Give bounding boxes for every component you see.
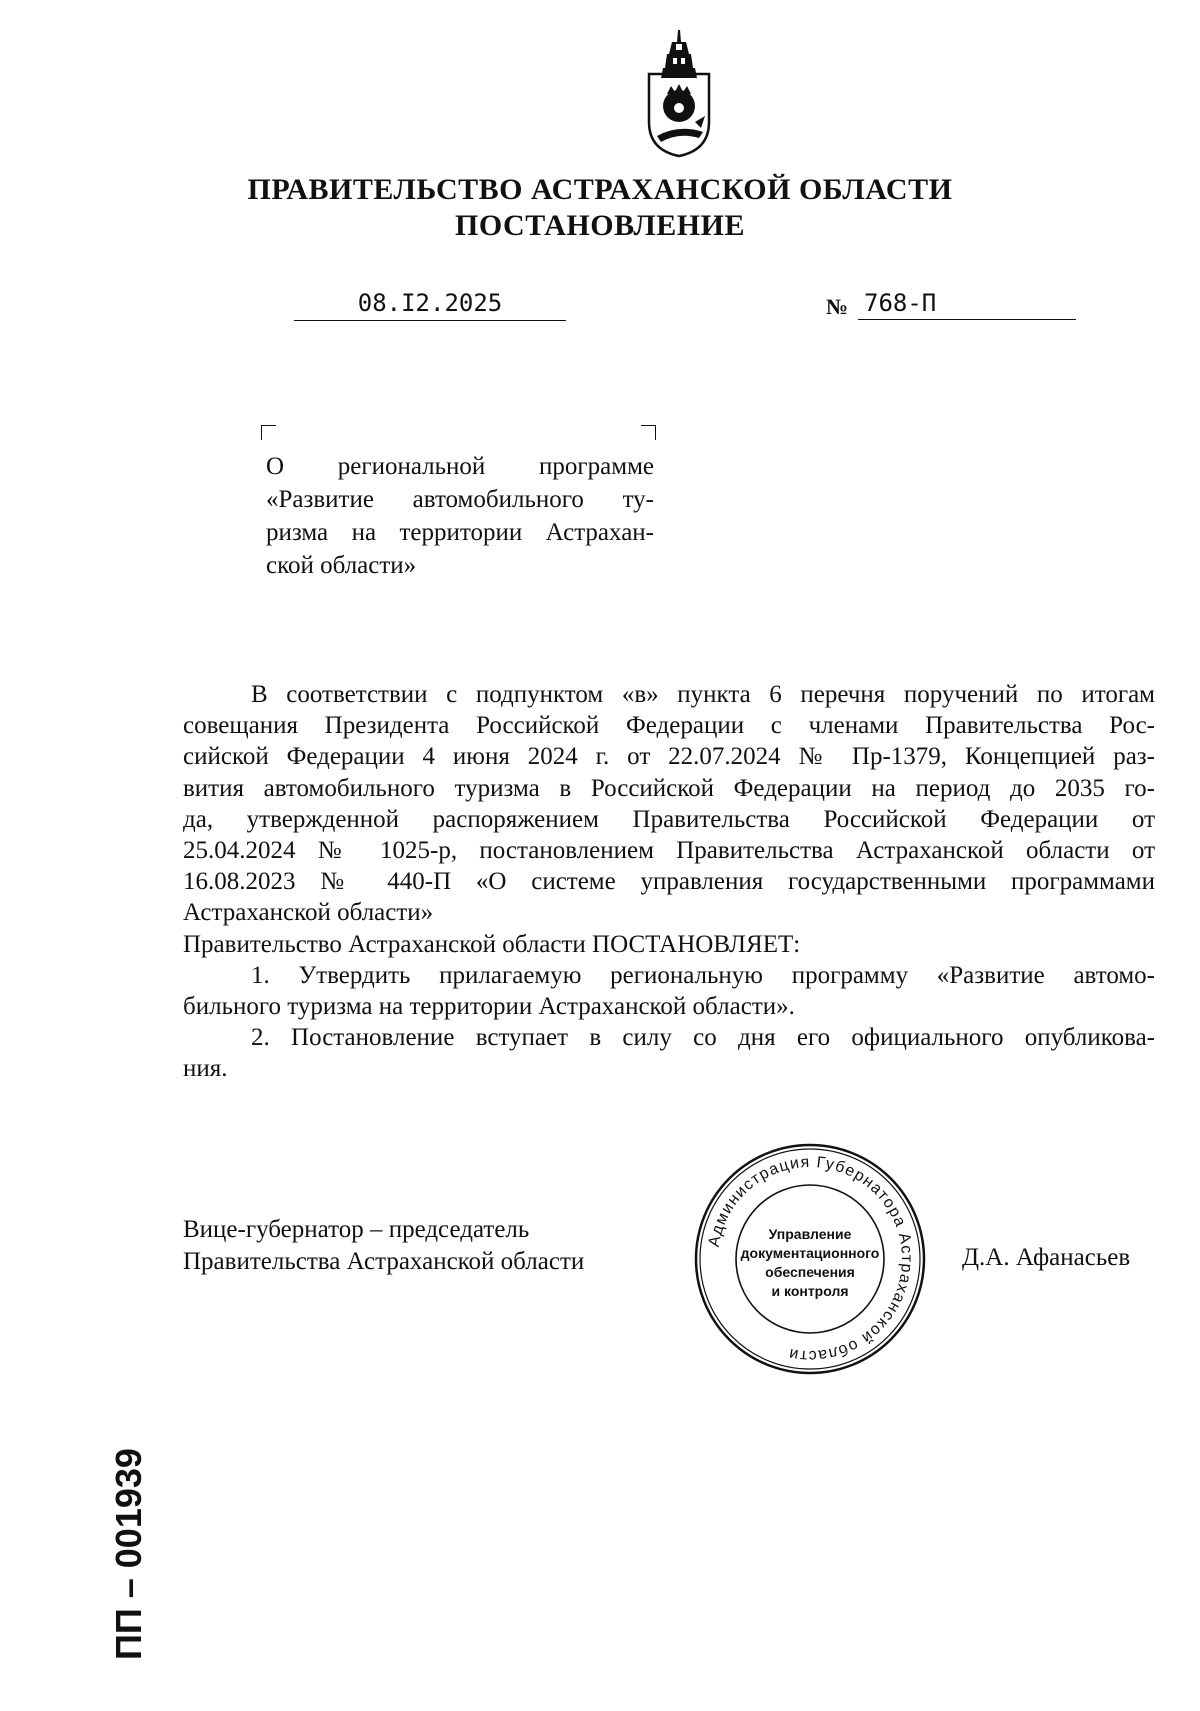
seal-center-line: Управление xyxy=(768,1226,852,1242)
seal-center-line: документационного xyxy=(740,1245,880,1261)
document-number: 768-П xyxy=(858,288,1076,320)
subject-bracket-left xyxy=(261,425,276,440)
signer-position xyxy=(183,1214,584,1278)
subject-bracket-right xyxy=(641,425,656,440)
item-1-line: 1. Утвердить прилагаемую региональную программу «Развитие автомо- xyxy=(251,961,1155,989)
document-body xyxy=(183,679,1155,1085)
document-type-title: ПОСТАНОВЛЕНИЕ xyxy=(455,209,745,242)
body-line: да, утвержденной распоряжением Правительства Российской Федерации от xyxy=(183,805,1155,833)
body-line: вития автомобильного туризма в Российской Федерации на период до 2035 го- xyxy=(183,774,1155,802)
document-subject xyxy=(266,450,654,582)
body-line: Астраханской области» xyxy=(183,899,434,927)
body-line: сийской Федерации 4 июня 2024 г. от 22.07.2024 № Пр-1379, Концепцией раз- xyxy=(183,743,1155,771)
item-1-line: бильного туризма на территории Астраханской области». xyxy=(183,993,795,1021)
subject-line: О региональной программе xyxy=(266,453,654,480)
item-2-line: 2. Постановление вступает в силу со дня его официального опубликова- xyxy=(251,1024,1155,1052)
item-2-line: ния. xyxy=(183,1055,228,1083)
document-date: 08.I2.2025 xyxy=(294,288,566,321)
signer-position-line: Вице-губернатор – председатель xyxy=(183,1216,530,1243)
body-line: В соответствии с подпунктом «в» пункта 6 перечня поручений по итогам xyxy=(251,681,1155,708)
body-line: 16.08.2023 № 440-П «О системе управления государственными программами xyxy=(183,868,1155,896)
resolution-clause: Правительство Астраханской области ПОСТАНОВЛЯЕТ: xyxy=(183,930,801,958)
signer-position-line: Правительства Астраханской области xyxy=(183,1248,585,1275)
signer-name: Д.А. Афанасьев xyxy=(962,1244,1131,1271)
coat-of-arms-icon xyxy=(643,28,715,158)
registration-number: ПП – 001939 xyxy=(108,1448,149,1660)
subject-line: «Развитие автомобильного ту- xyxy=(266,486,654,513)
body-line: совещания Президента Российской Федерации с членами Правительства Рос- xyxy=(183,712,1155,740)
body-line: 25.04.2024 № 1025-р, постановлением Правительства Астраханской области от xyxy=(183,837,1155,865)
seal-center-line: и контроля xyxy=(771,1283,849,1299)
number-sign: № xyxy=(826,294,849,319)
government-title: ПРАВИТЕЛЬСТВО АСТРАХАНСКОЙ ОБЛАСТИ xyxy=(247,173,953,206)
seal-center-line: обеспечения xyxy=(765,1264,855,1280)
subject-line: ризма на территории Астрахан- xyxy=(266,519,654,546)
official-seal-icon xyxy=(692,1141,928,1377)
subject-line: ской области» xyxy=(266,552,417,579)
seal-ring-text: Администрация Губернатора Астраханской области xyxy=(705,1153,916,1365)
